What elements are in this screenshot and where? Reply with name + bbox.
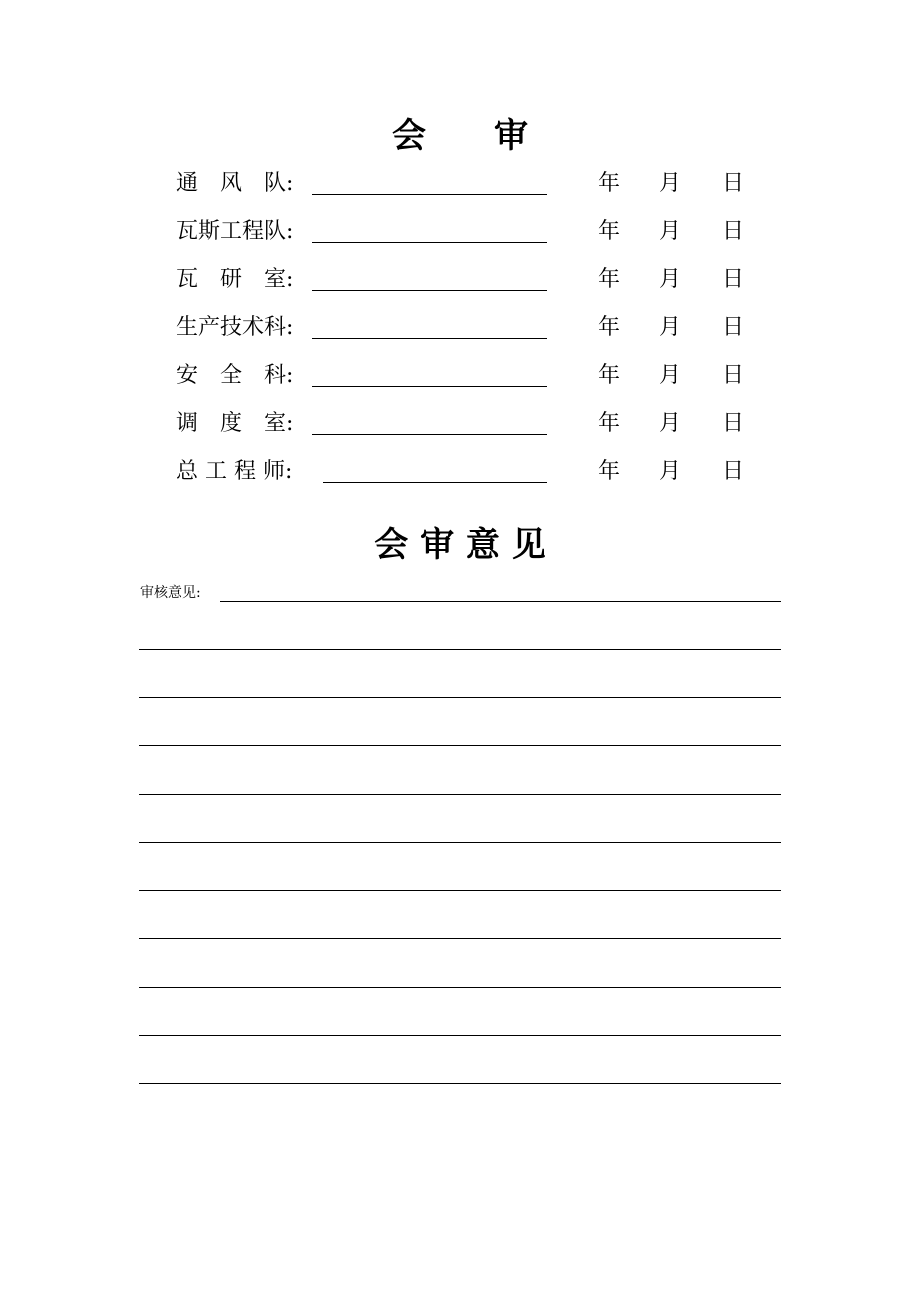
department-label: 生产技术科: bbox=[176, 315, 294, 340]
day-label: 日 bbox=[722, 363, 745, 388]
year-label: 年 bbox=[598, 315, 621, 340]
department-label: 总 工 程 师: bbox=[176, 459, 293, 484]
day-label: 日 bbox=[722, 267, 745, 292]
year-label: 年 bbox=[598, 267, 621, 292]
day-label: 日 bbox=[722, 171, 745, 196]
month-label: 月 bbox=[659, 315, 682, 340]
year-label: 年 bbox=[598, 363, 621, 388]
department-label: 瓦 研 室: bbox=[176, 267, 294, 292]
signature-line[interactable] bbox=[312, 386, 547, 387]
signature-row-gas-engineering-team bbox=[176, 214, 756, 250]
signature-row-chief-engineer bbox=[176, 454, 756, 490]
opinion-line[interactable] bbox=[139, 1035, 781, 1036]
month-label: 月 bbox=[659, 219, 682, 244]
department-label: 调 度 室: bbox=[176, 411, 294, 436]
signature-row-dispatch-office bbox=[176, 406, 756, 442]
month-label: 月 bbox=[659, 267, 682, 292]
opinion-line[interactable] bbox=[139, 1083, 781, 1084]
month-label: 月 bbox=[659, 363, 682, 388]
department-label: 通 风 队: bbox=[176, 171, 294, 196]
opinion-line[interactable] bbox=[139, 745, 781, 746]
signature-line[interactable] bbox=[312, 242, 547, 243]
signature-line[interactable] bbox=[323, 482, 547, 483]
year-label: 年 bbox=[598, 171, 621, 196]
month-label: 月 bbox=[659, 411, 682, 436]
review-opinion-label: 审核意见: bbox=[140, 585, 201, 601]
year-label: 年 bbox=[598, 219, 621, 244]
signature-line[interactable] bbox=[312, 194, 547, 195]
opinion-line[interactable] bbox=[139, 649, 781, 650]
signature-line[interactable] bbox=[312, 338, 547, 339]
year-label: 年 bbox=[598, 411, 621, 436]
signature-row-gas-research-office bbox=[176, 262, 756, 298]
department-label: 瓦斯工程队: bbox=[176, 219, 294, 244]
year-label: 年 bbox=[598, 459, 621, 484]
signature-row-safety-dept bbox=[176, 358, 756, 394]
day-label: 日 bbox=[722, 315, 745, 340]
department-label: 安 全 科: bbox=[176, 363, 294, 388]
signature-row-ventilation-team bbox=[176, 166, 756, 202]
opinion-line[interactable] bbox=[139, 697, 781, 698]
opinion-line[interactable] bbox=[220, 601, 781, 602]
day-label: 日 bbox=[722, 411, 745, 436]
opinion-title: 会 审 意 见 bbox=[374, 525, 546, 565]
opinion-line[interactable] bbox=[139, 938, 781, 939]
month-label: 月 bbox=[659, 459, 682, 484]
opinion-line[interactable] bbox=[139, 794, 781, 795]
opinion-line[interactable] bbox=[139, 842, 781, 843]
page-title: 会 审 bbox=[392, 116, 528, 156]
day-label: 日 bbox=[722, 219, 745, 244]
signature-line[interactable] bbox=[312, 290, 547, 291]
signature-line[interactable] bbox=[312, 434, 547, 435]
opinion-line[interactable] bbox=[139, 890, 781, 891]
opinion-line[interactable] bbox=[139, 987, 781, 988]
day-label: 日 bbox=[722, 459, 745, 484]
month-label: 月 bbox=[659, 171, 682, 196]
signature-row-production-technology-dept bbox=[176, 310, 756, 346]
